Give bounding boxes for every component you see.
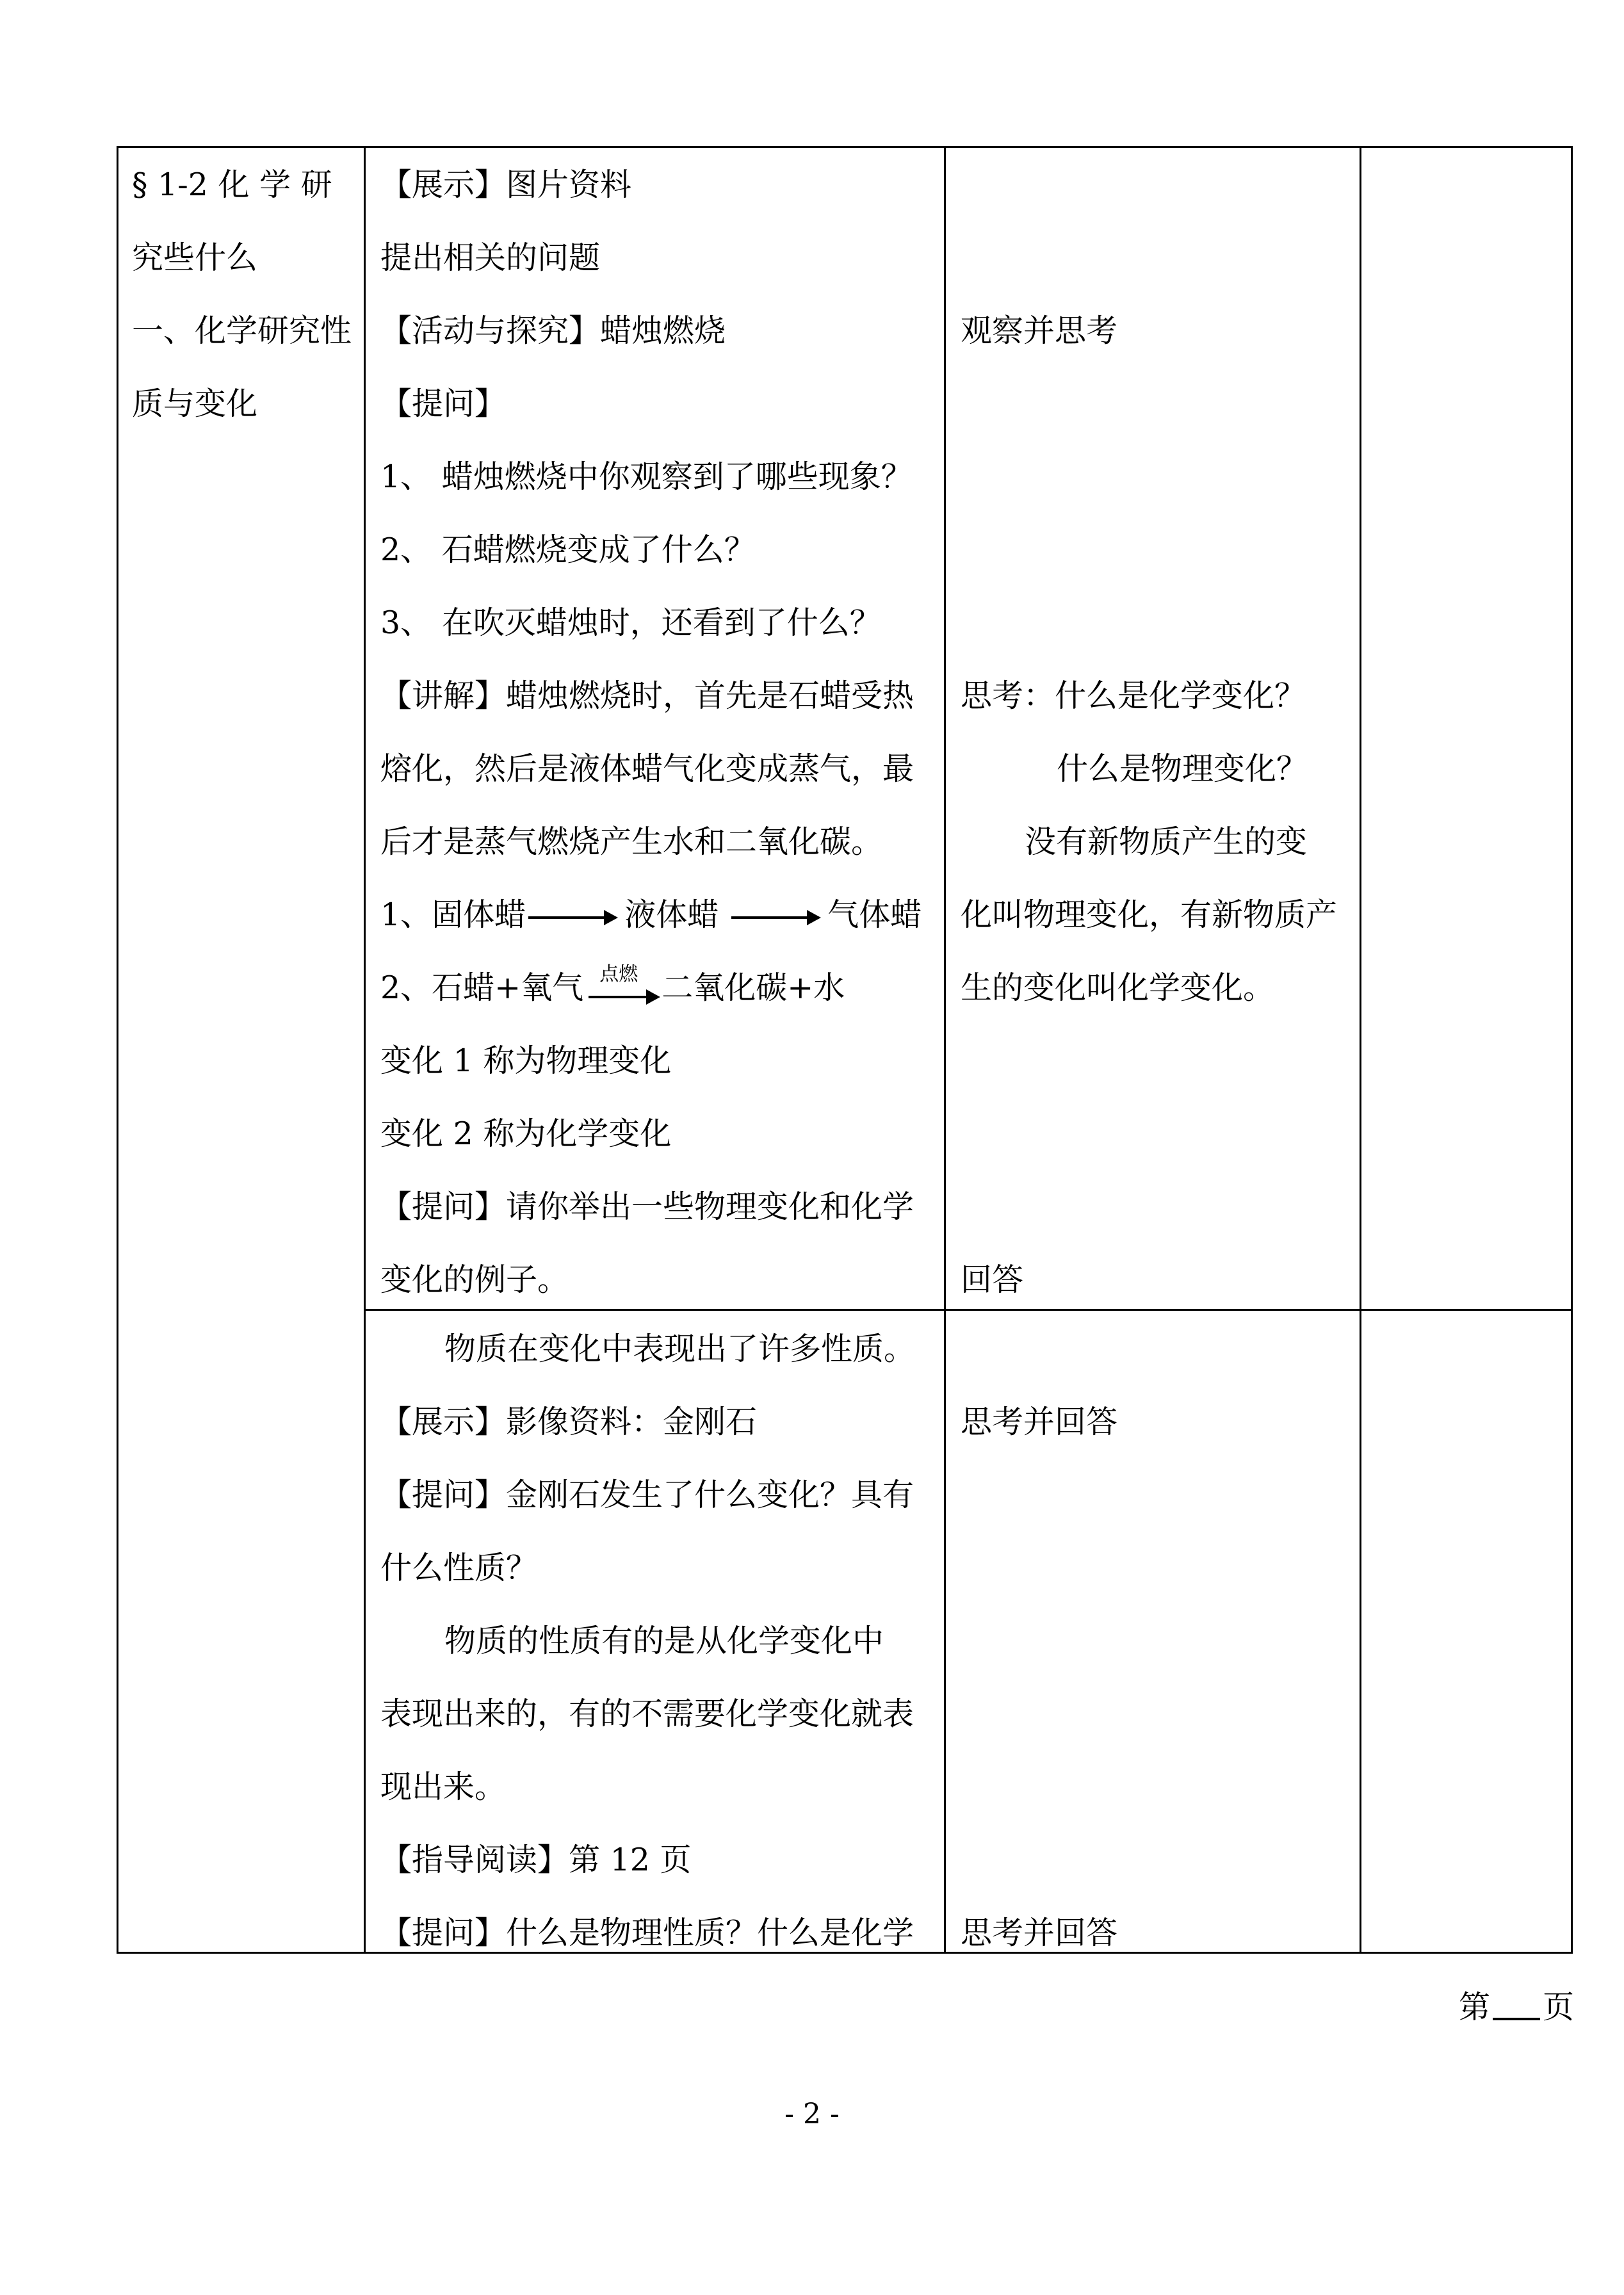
activity-line: 【活动与探究】蜡烛燃烧	[380, 312, 726, 349]
equation-physical	[380, 879, 931, 952]
column-divider	[364, 146, 366, 1953]
student-response: 什么是物理变化？	[1057, 750, 1308, 787]
column-divider	[944, 146, 946, 1953]
reaction-condition: 点燃	[599, 962, 638, 985]
activity-line: 表现出来的，有的不需要化学变化就表	[380, 1696, 914, 1732]
activity-line: 变化 2 称为化学变化	[380, 1115, 672, 1152]
student-activity-cell-2	[961, 1313, 1351, 1970]
student-response: 思考：什么是化学变化？	[961, 677, 1306, 714]
equation-term: 1、固体蜡	[380, 896, 526, 933]
page-label-prefix: 第	[1459, 1989, 1491, 2025]
page-label	[1459, 1971, 1574, 2044]
equation-chemical	[380, 952, 931, 1025]
definition-line: 生的变化叫化学变化。	[961, 969, 1275, 1006]
page-label-suffix: 页	[1543, 1989, 1575, 2025]
activity-line: 【指导阅读】第 12 页	[380, 1842, 692, 1878]
explanation-line: 【讲解】蜡烛燃烧时，首先是石蜡受热	[380, 677, 914, 714]
question-line: 【提问】金刚石发生了什么变化？具有	[380, 1477, 914, 1513]
table-left-border	[117, 146, 118, 1953]
section-heading-line: 一、化学研究性	[132, 312, 352, 349]
student-response: 思考并回答	[961, 1404, 1118, 1440]
section-heading-line: § 1-2 化 学 研	[132, 166, 332, 203]
section-heading-line: 究些什么	[132, 239, 258, 276]
student-activity-cell	[961, 149, 1351, 1317]
section-heading-line: 质与变化	[132, 385, 258, 422]
equation-term: 气体蜡	[827, 896, 922, 933]
explanation-line: 后才是蒸气燃烧产生水和二氧化碳。	[380, 823, 883, 860]
activity-line: 变化 1 称为物理变化	[380, 1042, 672, 1079]
page-number: - 2 -	[784, 2098, 840, 2130]
question-line: 1、 蜡烛燃烧中你观察到了哪些现象？	[380, 458, 913, 495]
right-arrow-icon	[528, 905, 618, 930]
student-response: 思考并回答	[961, 1915, 1118, 1951]
question-line: 3、 在吹灭蜡烛时，还看到了什么？	[380, 604, 881, 641]
activity-line: 【展示】图片资料	[380, 166, 632, 203]
page-number-blank	[1493, 1988, 1540, 2020]
teacher-activity-cell	[380, 149, 931, 1317]
column-divider	[1360, 146, 1361, 1953]
question-line: 什么性质？	[380, 1550, 538, 1586]
activity-line: 现出来。	[380, 1769, 507, 1805]
definition-line: 没有新物质产生的变	[1025, 823, 1308, 860]
activity-line: 物质在变化中表现出了许多性质。	[444, 1331, 916, 1367]
question-line: 2、 石蜡燃烧变成了什么？	[380, 531, 756, 568]
activity-line: 【展示】影像资料：金刚石	[380, 1404, 758, 1440]
activity-line: 提出相关的问题	[380, 239, 601, 276]
definition-line: 化叫物理变化，有新物质产	[961, 896, 1338, 933]
teacher-activity-cell-2	[380, 1313, 931, 1970]
right-arrow-icon	[589, 962, 660, 1010]
section-heading	[132, 149, 350, 441]
right-arrow-icon	[731, 905, 821, 930]
table-right-border	[1571, 146, 1573, 1953]
student-response: 回答	[961, 1261, 1024, 1298]
explanation-line: 熔化，然后是液体蜡气化变成蒸气，最	[380, 750, 914, 787]
equation-term: 二氧化碳+水	[662, 969, 845, 1006]
student-response: 观察并思考	[961, 312, 1118, 349]
equation-term: 液体蜡	[624, 896, 719, 933]
question-line: 【提问】什么是物理性质？什么是化学	[380, 1915, 914, 1951]
question-line: 变化的例子。	[380, 1261, 569, 1298]
activity-line: 【提问】	[380, 385, 507, 422]
question-line: 【提问】请你举出一些物理变化和化学	[380, 1188, 914, 1225]
equation-term: 2、石蜡+氧气	[380, 969, 584, 1006]
table-top-border	[117, 146, 1573, 148]
activity-line: 物质的性质有的是从化学变化中	[444, 1623, 884, 1659]
